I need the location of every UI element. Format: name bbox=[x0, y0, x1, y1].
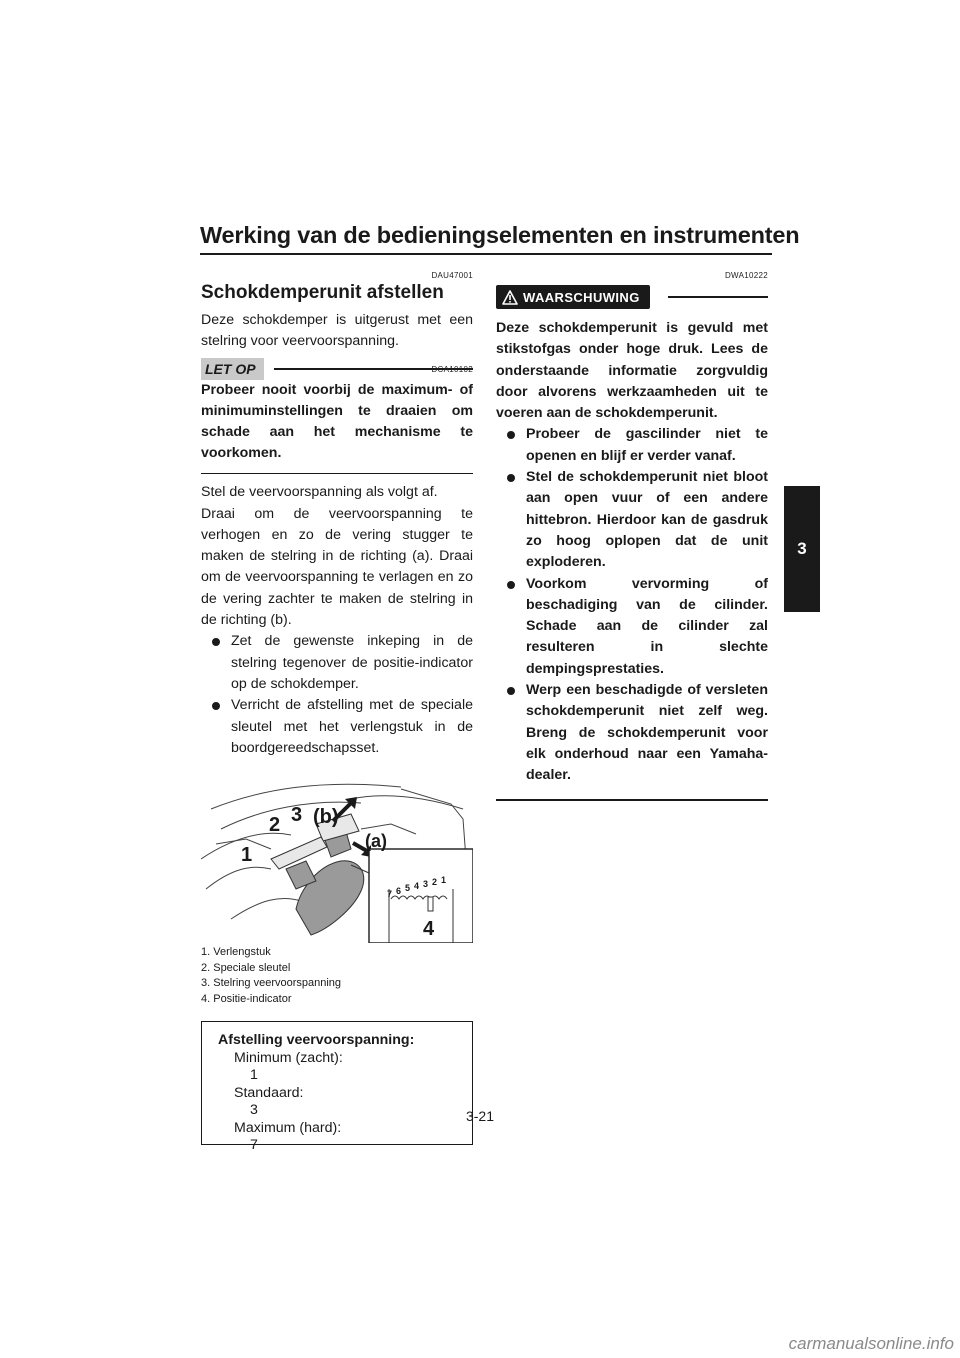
shock-absorber-illustration bbox=[201, 769, 473, 943]
notice-code: DCA10102 bbox=[431, 364, 473, 374]
spec-max-label: Maximum (hard): bbox=[234, 1119, 342, 1136]
warning-header bbox=[496, 284, 768, 310]
scale-7: 7 bbox=[387, 889, 393, 900]
scale-6: 6 bbox=[396, 886, 402, 897]
chapter-tab: 3 bbox=[784, 486, 820, 612]
paragraph-2: Draai om de veervoorspanning te verhogen en zo de vering stugger te maken de stelring in de richting (a). Draai om de veervoorspanning te verlagen en zo de vering zachter te maken de stelring in de richting (b). bbox=[201, 505, 473, 629]
warning-triangle-icon bbox=[502, 290, 518, 305]
header-rule bbox=[200, 253, 772, 255]
adjust-bullets bbox=[201, 631, 473, 759]
page-header-title: Werking van de bedieningselementen en instrumenten bbox=[200, 222, 800, 248]
warning-code: DWA10222 bbox=[724, 271, 768, 280]
spec-min-label: Minimum (zacht): bbox=[234, 1049, 343, 1066]
bullet-icon bbox=[507, 581, 515, 589]
figure-captions bbox=[201, 945, 473, 1007]
warning-rule bbox=[668, 296, 768, 298]
bullet-icon bbox=[507, 431, 515, 439]
bullet-icon bbox=[507, 687, 515, 695]
list-item: Probeer de gascilinder niet te openen en blijf er verder vanaf. bbox=[526, 424, 768, 467]
notice-label: LET OP bbox=[201, 358, 264, 380]
illustration-svg bbox=[201, 769, 473, 943]
bullet-icon bbox=[212, 638, 220, 646]
section-title: Schokdemperunit afstellen bbox=[201, 282, 444, 303]
list-item: Verricht de afstelling met de speciale sleutel met het verlengstuk in de boordgereedschapsset. bbox=[231, 695, 473, 759]
spec-max-value: 7 bbox=[250, 1137, 258, 1154]
spec-std-label: Standaard: bbox=[234, 1084, 304, 1101]
callout-b: (b) bbox=[313, 806, 339, 829]
list-item: Voorkom vervorming of beschadiging van de cilinder. Schade aan de cilinder zal resulteren in slechte dempingsprestaties. bbox=[526, 574, 768, 680]
bullet-icon bbox=[212, 702, 220, 710]
paragraph-1: Stel de veervoorspanning als volgt af. bbox=[201, 484, 438, 501]
warning-label-text: WAARSCHUWING bbox=[523, 289, 640, 305]
notice-end-rule bbox=[201, 473, 473, 475]
warning-label bbox=[496, 285, 650, 309]
scale-3: 3 bbox=[423, 879, 429, 890]
warning-end-rule bbox=[496, 799, 768, 801]
callout-3: 3 bbox=[291, 804, 303, 827]
warning-text: Deze schokdemperunit is gevuld met stikstofgas onder hoge druk. Lees de onderstaande informatie zorgvuldig door alvorens werkzaamheden uit te voeren aan de schokdemperunit. bbox=[496, 320, 768, 422]
caption-3: 3. Stelring veervoorspanning bbox=[201, 977, 342, 990]
spec-min-value: 1 bbox=[250, 1067, 258, 1084]
right-column bbox=[496, 271, 768, 801]
left-column bbox=[201, 271, 473, 1154]
list-item: Stel de schokdemperunit niet bloot aan open vuur of een andere hittebron. Hierdoor kan de gasdruk zo hoog oplopen dat de unit exploderen. bbox=[526, 467, 768, 573]
callout-2: 2 bbox=[269, 814, 281, 837]
callout-1: 1 bbox=[241, 844, 253, 867]
spec-title: Afstelling veervoorspanning: bbox=[218, 1032, 415, 1049]
watermark: carmanualsonline.info bbox=[788, 1334, 954, 1353]
scale-1: 1 bbox=[441, 875, 447, 886]
callout-a: (a) bbox=[365, 831, 387, 852]
intro-paragraph: Deze schokdemper is uitgerust met een stelring voor veervoorspanning. bbox=[201, 312, 473, 350]
bullet-icon bbox=[507, 474, 515, 482]
caption-4: 4. Positie-indicator bbox=[201, 992, 292, 1005]
spec-box bbox=[201, 1021, 473, 1154]
caption-2: 2. Speciale sleutel bbox=[201, 961, 291, 974]
spec-std-value: 3 bbox=[250, 1102, 258, 1119]
list-item: Werp een beschadigde of versleten schokdemperunit niet zelf weg. Breng de schokdemperunit voor elk onderhoud naar een Yamaha-dealer. bbox=[526, 680, 768, 786]
list-item: Zet de gewenste inkeping in de stelring tegenover de positie-indicator op de schokdemper. bbox=[231, 631, 473, 695]
warning-bullets bbox=[496, 424, 768, 786]
caption-1: 1. Verlengstuk bbox=[201, 946, 271, 959]
scale-4: 4 bbox=[414, 881, 420, 892]
notice-text: Probeer nooit voorbij de maximum- of minimuminstellingen te draaien om schade aan het mechanisme te voorkomen. bbox=[201, 381, 473, 462]
section-code: DAU47001 bbox=[431, 271, 473, 280]
scale-2: 2 bbox=[432, 877, 438, 888]
page-number: 3-21 bbox=[465, 1108, 495, 1124]
scale-5: 5 bbox=[405, 883, 411, 894]
callout-4: 4 bbox=[423, 918, 435, 941]
